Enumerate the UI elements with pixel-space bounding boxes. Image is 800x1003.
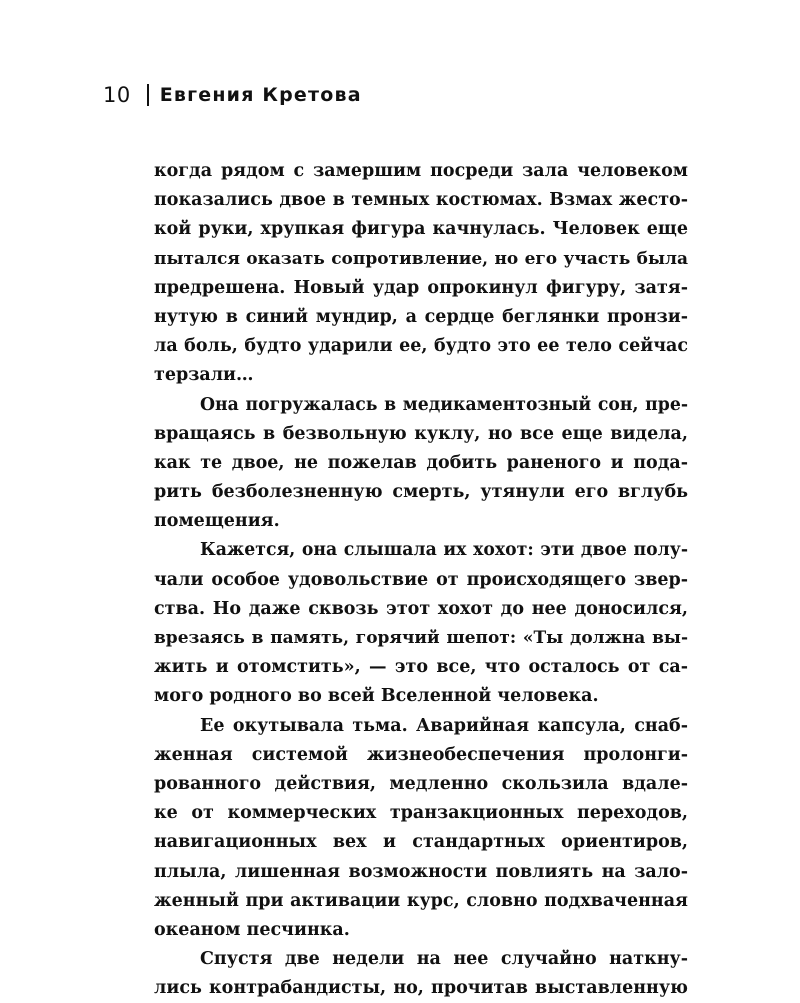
- author-name: Евгения Кретова: [159, 84, 362, 106]
- text-line: вращаясь в безвольную куклу, но все еще видела,: [154, 423, 688, 444]
- text-line: мого родного во всей Вселенной человека.: [154, 686, 599, 707]
- text-line: рованного действия, медленно скользила вдале-: [154, 773, 688, 794]
- page-number: 10: [103, 83, 131, 107]
- text-line: кой руки, хрупкая фигура качнулась. Человек еще: [154, 219, 688, 240]
- text-line: лись контрабандисты, но, прочитав выставленную: [154, 978, 688, 999]
- text-line: ке от коммерческих транзакционных переходов,: [154, 803, 688, 824]
- text-line: пытался оказать сопротивление, но его участь была: [154, 248, 688, 269]
- text-line: плыла, лишенная возможности повлиять на зало-: [154, 861, 688, 882]
- text-line: когда рядом с замершим посреди зала человеком: [154, 161, 688, 181]
- text-line: Она погружалась в медикаментозный сон, пре-: [200, 394, 688, 415]
- text-line: ства. Но даже сквозь этот хохот до нее доносился,: [154, 598, 688, 619]
- text-line: рить безболезненную смерть, утянули его вглубь: [154, 482, 688, 503]
- text-line: помещения.: [154, 511, 280, 532]
- text-line: Спустя две недели на нее случайно наткну-: [200, 949, 688, 970]
- header-divider: [147, 84, 149, 106]
- text-line: жить и отомстить», — это все, что осталось от са-: [154, 657, 688, 678]
- body-text: [154, 157, 688, 1003]
- text-line: предрешена. Новый удар опрокинул фигуру, затя-: [154, 277, 688, 298]
- text-line: женная системой жизнеобеспечения пролонги-: [154, 744, 688, 765]
- text-line: Ее окутывала тьма. Аварийная капсула, снаб-: [200, 715, 688, 736]
- text-line: нутую в синий мундир, а сердце беглянки пронзи-: [154, 306, 688, 327]
- text-line: женный при активации курс, словно подхваченная: [154, 890, 688, 911]
- text-line: ла боль, будто ударили ее, будто это ее тело сейчас: [154, 336, 688, 357]
- text-line: океаном песчинка.: [154, 919, 350, 940]
- text-line: терзали…: [154, 365, 254, 386]
- text-line: Кажется, она слышала их хохот: эти двое полу-: [200, 540, 688, 561]
- text-line: врезаясь в память, горячий шепот: «Ты должна вы-: [154, 628, 688, 648]
- text-line: навигационных вех и стандартных ориентиров,: [154, 832, 688, 853]
- text-line: показались двое в темных костюмах. Взмах жесто-: [154, 190, 688, 211]
- text-line: как те двое, не пожелав добить раненого и пода-: [154, 452, 688, 473]
- running-head: [103, 80, 362, 110]
- text-line: чали особое удовольствие от происходящего звер-: [154, 569, 688, 590]
